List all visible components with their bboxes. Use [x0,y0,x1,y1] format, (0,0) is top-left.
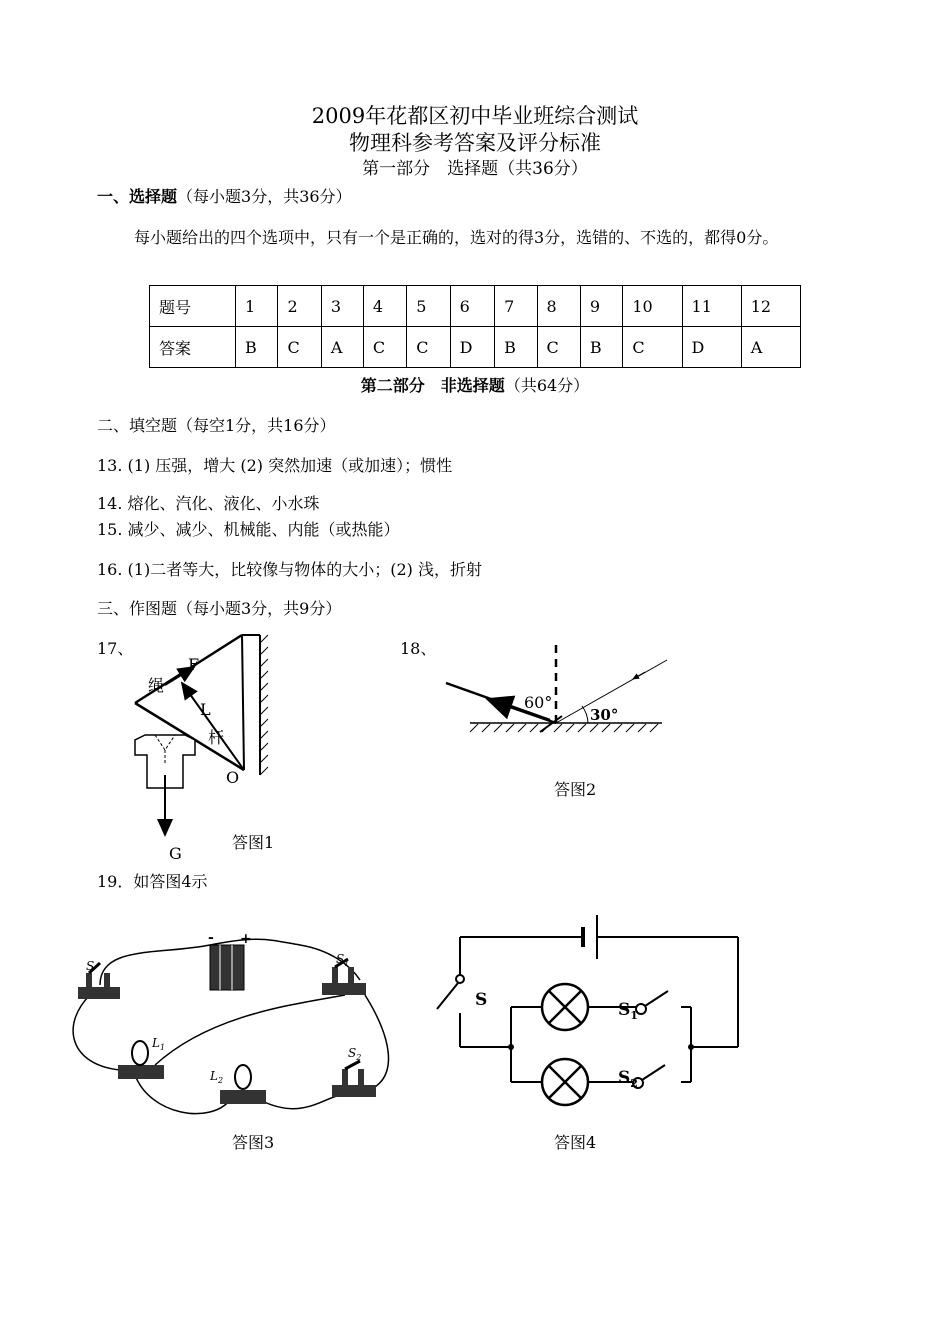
section1-heading [97,184,352,207]
table-header-cell: 答案 [150,327,236,368]
table-cell: 3 [321,286,363,327]
doc-title: 2009年花都区初中毕业班综合测试 [311,104,639,128]
part2-heading-bold: 第二部分 非选择题 [360,376,505,395]
figure-3-diagram [60,925,405,1125]
answer-q14: 14. 熔化、汽化、液化、小水珠 [97,494,320,513]
table-cell: 1 [236,286,278,327]
label-o: O [226,768,240,787]
battery-icon [210,945,244,990]
part1-heading: 第一部分 选择题（共36分） [362,159,588,179]
section1-heading-bold: 一、选择题 [97,187,178,206]
table-cell: 5 [407,286,450,327]
label-s2 [348,1046,361,1062]
table-cell: 9 [580,286,622,327]
table-header-cell: 题号 [150,286,236,327]
wire-bottom-right [260,1095,340,1109]
label-l2 [209,1069,223,1085]
label-f: F [188,655,200,674]
table-cell: A [741,327,800,368]
figure-3-caption: 答图3 [232,1133,275,1152]
moment-arm-arrow [182,683,244,770]
switch-s2-icon [332,1085,376,1097]
label-rod: 杆 [208,728,225,747]
switch-s1-icon [322,983,366,995]
switch-s-contact [456,975,464,983]
doc-subtitle: 物理科参考答案及评分标准 [349,131,601,155]
table-cell: A [321,327,363,368]
table-row [150,327,801,368]
q18-label: 18、 [400,639,437,658]
rope-upper [242,635,244,770]
wire-right [365,995,389,1090]
table-cell: D [450,327,495,368]
switch-s-blade [437,983,458,1009]
bulb-l1-icon [132,1041,148,1065]
table-cell: B [580,327,622,368]
label-s2-main: S [348,1046,357,1060]
switch-s2-blade [642,1065,665,1080]
figure-2-diagram [440,640,680,750]
table-row [150,286,801,327]
battery-plus: + [240,931,252,947]
section1-heading-note: （每小题3分，共36分） [177,187,352,206]
table-cell: B [495,327,537,368]
label-s1-main: S [618,1000,631,1020]
label-s1-main: S [336,952,345,966]
label-l1-main: L [152,1036,160,1050]
answer-q16: 16. (1)二者等大，比较像与物体的大小；(2) 浅，折射 [97,560,482,579]
label-angle-60: 60° [524,693,553,712]
label-s1 [618,1000,638,1022]
label-s1 [336,952,349,968]
label-rope: 绳 [148,676,165,695]
switch-s-icon [78,987,120,999]
label-l1-sub: 1 [159,1043,166,1052]
answer-q13: 13. (1) 压强，增大 (2) 突然加速（或加速）；惯性 [97,456,453,475]
part2-heading [0,373,950,396]
label-s: S [475,990,488,1010]
table-cell: C [537,327,580,368]
q17-label: 17、 [97,639,134,658]
table-cell: 8 [537,286,580,327]
wire-mid [155,995,345,1065]
figure-2-caption: 答图2 [554,780,597,799]
junction [688,1044,694,1050]
angle-arc [582,706,588,723]
bulb-l2-icon [235,1065,251,1089]
table-cell: 7 [495,286,537,327]
wire-left [73,995,135,1071]
label-g: G [169,844,182,863]
table-cell: C [278,327,321,368]
table-cell: D [682,327,741,368]
battery-minus: - [208,930,214,946]
label-l: L [200,700,211,719]
label-s2 [618,1068,638,1090]
table-cell: C [623,327,682,368]
section3-heading: 三、作图题（每小题3分，共9分） [97,599,342,618]
label-s2-main: S [618,1068,631,1088]
label-l2-sub: 2 [217,1076,224,1085]
answer-table [149,285,801,368]
answer-q15: 15. 减少、减少、机械能、内能（或热能） [97,520,400,539]
mirror-hatch [470,724,658,732]
section1-instruction: 每小题给出的四个选项中，只有一个是正确的，选对的得3分，选错的、不选的，都得0分。 [134,228,779,247]
label-l1 [151,1036,165,1052]
figure-4-caption: 答图4 [554,1133,597,1152]
table-cell: 12 [741,286,800,327]
switch-s1-blade [645,991,668,1006]
table-cell: 11 [682,286,741,327]
part2-heading-note: （共64分） [504,376,590,395]
label-s2-sub: 2 [630,1077,638,1090]
section2-heading: 二、填空题（每空1分，共16分） [97,416,336,435]
label-s1-sub: 1 [344,959,350,968]
table-cell: C [363,327,406,368]
table-cell: C [407,327,450,368]
label-s2-sub: 2 [356,1053,362,1062]
label-s: S [86,959,95,973]
wall-hatch [260,635,268,775]
bulb-l2-base [220,1090,266,1104]
label-angle-30: 30° [590,706,619,724]
figure-4-diagram [425,905,755,1115]
table-cell: 2 [278,286,321,327]
label-s1-sub: 1 [630,1009,638,1022]
table-cell: 10 [623,286,682,327]
label-l2-main: L [210,1069,218,1083]
incident-ray-arrow [633,672,645,679]
q19-label: 19．如答图4示 [97,872,208,891]
table-cell: 6 [450,286,495,327]
figure-1-caption: 答图1 [232,833,275,852]
bulb-l1-base [118,1065,164,1079]
table-cell: 4 [363,286,406,327]
table-cell: B [236,327,278,368]
